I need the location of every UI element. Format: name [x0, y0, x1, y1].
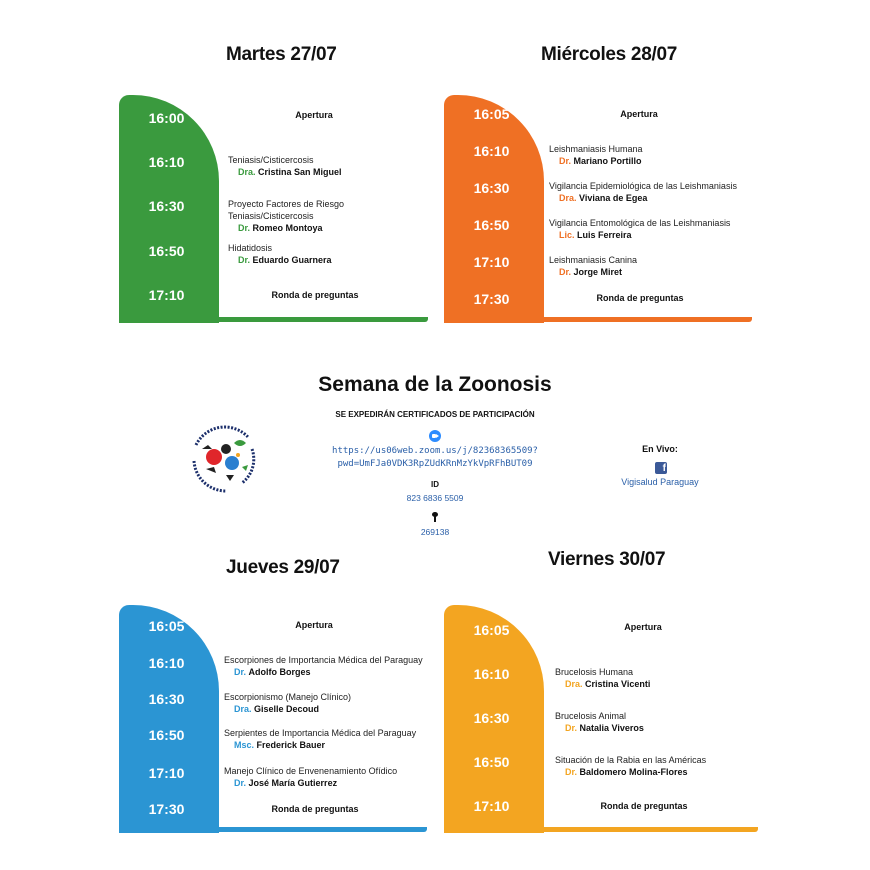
time-slot: 16:10	[473, 666, 510, 682]
time-slot: 16:50	[473, 754, 510, 770]
bottom-line	[444, 827, 758, 832]
talk-item	[228, 242, 332, 266]
speaker-prefix: Dr.	[559, 267, 572, 277]
zoom-link[interactable]: https://us06web.zoom.us/j/82368365509?	[332, 446, 538, 456]
schedule-card-martes	[119, 95, 428, 323]
opening-label: Apertura	[624, 622, 662, 632]
institution-logo	[186, 419, 262, 495]
speaker-name: Cristina Vicenti	[585, 679, 651, 689]
key-icon	[432, 512, 438, 522]
talk-item	[555, 666, 650, 690]
bottom-line	[119, 317, 428, 322]
talk-item	[228, 154, 342, 178]
time-slot: 16:50	[473, 217, 510, 233]
talk-title: Vigilancia Entomológica de las Leishmaniasis	[549, 218, 731, 228]
speaker-name: Giselle Decoud	[254, 704, 320, 714]
time-slot: 16:10	[148, 154, 185, 170]
talk-title: Manejo Clínico de Envenenamiento Ofídico	[224, 766, 398, 776]
talk-title: Serpientes de Importancia Médica del Paraguay	[224, 728, 417, 738]
talk-title: Teniasis/Cisticercosis	[228, 211, 314, 221]
speaker-name: Viviana de Egea	[579, 193, 648, 203]
schedule-card-miercoles	[444, 95, 752, 323]
talk-item	[549, 254, 637, 278]
time-slot: 16:50	[148, 243, 185, 259]
speaker-prefix: Dr.	[559, 156, 572, 166]
talk-item	[555, 710, 644, 734]
facebook-page-link[interactable]: Vigisalud Paraguay	[621, 477, 699, 487]
schedule-card-viernes	[444, 605, 758, 833]
talk-item	[549, 143, 643, 167]
password-value: 269138	[420, 527, 450, 537]
page-title: Semana de la Zoonosis	[318, 373, 552, 396]
talk-title: Vigilancia Epidemiológica de las Leishmaniasis	[549, 181, 737, 191]
opening-label: Apertura	[295, 620, 333, 630]
talk-title: Situación de la Rabia en las Américas	[555, 755, 707, 765]
speaker-prefix: Dra.	[238, 167, 256, 177]
closing-label: Ronda de preguntas	[600, 801, 688, 811]
day-title-martes: Martes 27/07	[226, 44, 337, 65]
time-slot: 16:30	[148, 198, 185, 214]
talk-item	[549, 180, 737, 204]
speaker-name: Frederick Bauer	[256, 740, 326, 750]
speaker-prefix: Msc.	[234, 740, 255, 750]
time-slot: 16:05	[148, 618, 185, 634]
speaker-name: Mariano Portillo	[573, 156, 642, 166]
bottom-line	[444, 317, 752, 322]
time-slot: 17:10	[473, 798, 510, 814]
time-slot: 17:10	[148, 287, 185, 303]
speaker-name: José María Gutierrez	[248, 778, 338, 788]
talk-item	[555, 754, 706, 778]
day-title-jueves: Jueves 29/07	[226, 557, 340, 578]
talk-item	[228, 198, 344, 234]
live-label: En Vivo:	[642, 444, 678, 454]
time-slot: 17:30	[148, 801, 185, 817]
closing-label: Ronda de preguntas	[271, 804, 359, 814]
talk-title: Leishmaniasis Humana	[549, 144, 643, 154]
talk-item	[549, 217, 730, 241]
time-slot: 16:00	[148, 110, 185, 126]
closing-label: Ronda de preguntas	[596, 293, 684, 303]
meeting-id-label: ID	[431, 480, 439, 489]
speaker-name: Baldomero Molina-Flores	[579, 767, 688, 777]
speaker-name: Natalia Viveros	[579, 723, 644, 733]
speaker-prefix: Lic.	[559, 230, 575, 240]
speaker-prefix: Dr.	[238, 255, 251, 265]
opening-label: Apertura	[295, 110, 333, 120]
bottom-line	[119, 827, 427, 832]
time-slot: 17:10	[473, 254, 510, 270]
talk-title: Hidatidosis	[228, 243, 273, 253]
speaker-prefix: Dr.	[238, 223, 251, 233]
talk-title: Proyecto Factores de Riesgo	[228, 199, 345, 209]
zoom-link-pwd[interactable]: pwd=UmFJa0VDK3RpZUdKRnMzYkVpRFhBUT09	[337, 459, 533, 469]
talk-title: Escorpionismo (Manejo Clínico)	[224, 692, 352, 702]
time-slot: 16:30	[473, 180, 510, 196]
day-title-viernes: Viernes 30/07	[548, 549, 666, 570]
time-slot: 16:05	[473, 106, 510, 122]
closing-label: Ronda de preguntas	[271, 290, 359, 300]
speaker-prefix: Dr.	[565, 723, 578, 733]
time-band	[444, 95, 544, 323]
talk-item	[224, 654, 423, 678]
day-title-miercoles: Miércoles 28/07	[541, 44, 677, 65]
speaker-prefix: Dra.	[234, 704, 252, 714]
time-slot: 16:10	[148, 655, 185, 671]
talk-title: Brucelosis Animal	[555, 711, 627, 721]
speaker-prefix: Dr.	[565, 767, 578, 777]
talk-title: Leishmaniasis Canina	[549, 255, 638, 265]
time-slot: 16:30	[148, 691, 185, 707]
speaker-name: Luis Ferreira	[577, 230, 632, 240]
meeting-id-value: 823 6836 5509	[406, 493, 464, 503]
time-slot: 16:10	[473, 143, 510, 159]
time-slot: 16:05	[473, 622, 510, 638]
speaker-prefix: Dr.	[234, 778, 247, 788]
speaker-name: Romeo Montoya	[252, 223, 323, 233]
schedule-card-jueves	[119, 605, 427, 833]
time-slot: 17:10	[148, 765, 185, 781]
talk-title: Escorpiones de Importancia Médica del Paraguay	[224, 655, 423, 665]
time-band	[119, 605, 219, 833]
speaker-name: Cristina San Miguel	[258, 167, 342, 177]
talk-item	[224, 765, 397, 789]
zoom-icon	[429, 430, 441, 442]
talk-title: Teniasis/Cisticercosis	[228, 155, 314, 165]
time-slot: 16:30	[473, 710, 510, 726]
speaker-name: Adolfo Borges	[248, 667, 311, 677]
talk-item	[224, 691, 351, 715]
talk-item	[224, 727, 416, 751]
speaker-prefix: Dra.	[559, 193, 577, 203]
opening-label: Apertura	[620, 109, 658, 119]
speaker-name: Jorge Miret	[573, 267, 623, 277]
certificates-notice: SE EXPEDIRÁN CERTIFICADOS DE PARTICIPACIÓN	[335, 410, 535, 419]
speaker-prefix: Dra.	[565, 679, 583, 689]
time-slot: 17:30	[473, 291, 510, 307]
speaker-prefix: Dr.	[234, 667, 247, 677]
talk-title: Brucelosis Humana	[555, 667, 634, 677]
speaker-name: Eduardo Guarnera	[252, 255, 332, 265]
facebook-icon[interactable]: f	[655, 462, 667, 474]
time-slot: 16:50	[148, 727, 185, 743]
